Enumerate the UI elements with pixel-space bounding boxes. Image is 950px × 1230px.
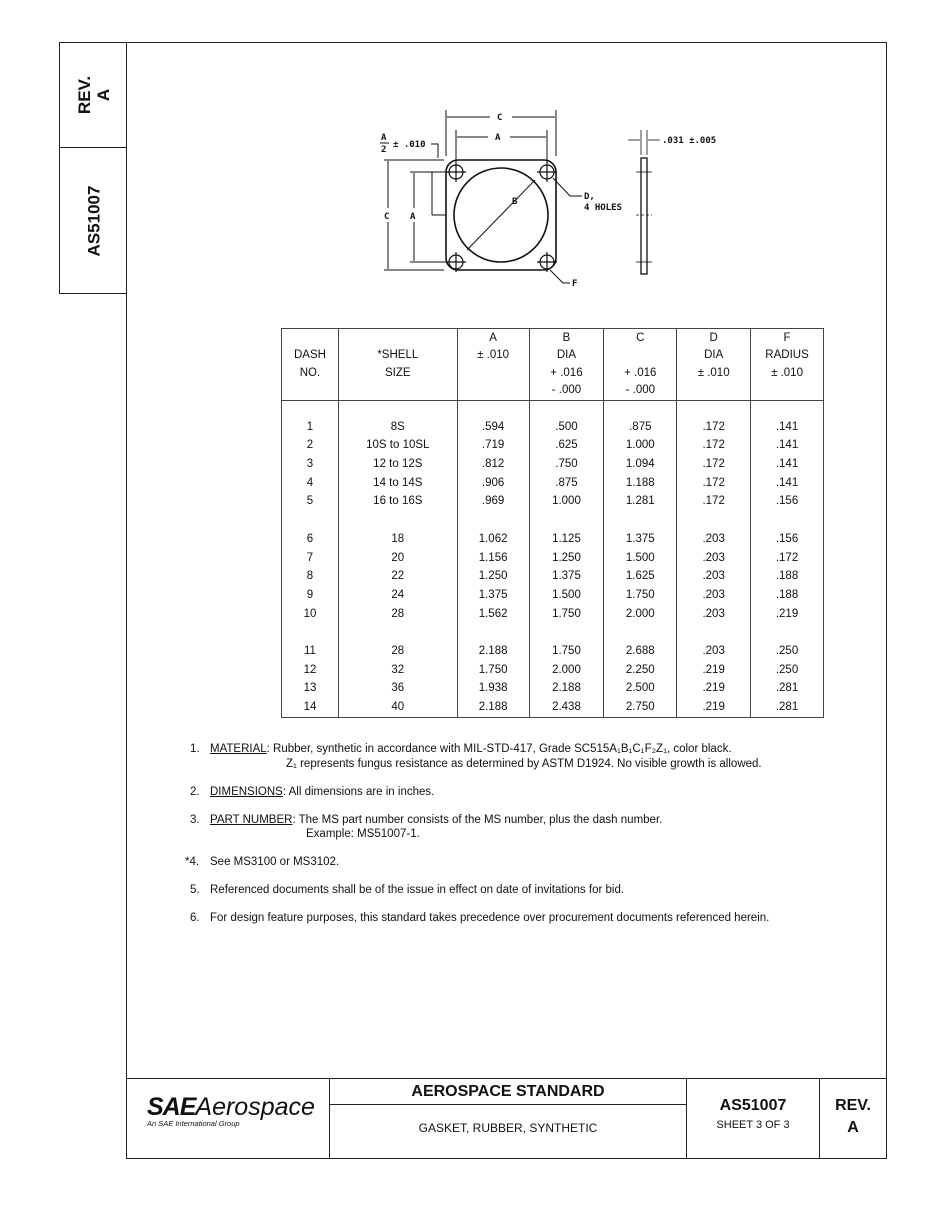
header-line: D [709, 332, 718, 344]
note-material [190, 742, 850, 771]
rev-cell [820, 1079, 886, 1158]
header-line: F [783, 332, 791, 344]
header-line: SIZE [385, 366, 411, 379]
note-design-precedence [190, 911, 850, 926]
table-cell: 1.062 [457, 530, 529, 549]
table-row [282, 474, 824, 493]
dim-a-half-num: A [381, 133, 387, 143]
table-cell: 1.750 [457, 661, 529, 680]
dim-f-label: F [572, 279, 578, 289]
table-cell: 1.375 [457, 586, 529, 605]
footer-doc-number: AS51007 [719, 1097, 787, 1114]
header-line: NO. [299, 366, 321, 379]
table-header-cell [529, 329, 604, 401]
table-row [282, 418, 824, 437]
title-cell [330, 1079, 687, 1158]
docnum-cell [687, 1079, 820, 1158]
table-cell: 20 [338, 549, 457, 568]
note-dimensions [190, 785, 850, 800]
table-header-cell [677, 329, 751, 401]
table-cell: 2.000 [529, 661, 604, 680]
table-cell: 1.750 [529, 642, 604, 661]
table-cell: .203 [677, 567, 751, 586]
table-cell: 13 [282, 679, 339, 698]
notes-section [185, 742, 850, 939]
table-row [282, 698, 824, 717]
table-cell: 12 [282, 661, 339, 680]
header-line: - .000 [551, 384, 582, 397]
note-number: 5. [190, 884, 200, 896]
table-row [282, 549, 824, 568]
header-line: - .000 [625, 384, 656, 397]
side-rev-label: REV. [74, 75, 94, 115]
table-cell: 3 [282, 455, 339, 474]
header-line [282, 382, 338, 399]
dim-a-half-tol: ± .010 [393, 140, 426, 150]
table-cell: .203 [677, 530, 751, 549]
table-cell: .156 [751, 530, 824, 549]
table-row [282, 642, 824, 661]
table-row [282, 530, 824, 549]
header-line: DASH [293, 349, 326, 362]
table-cell: 28 [338, 605, 457, 624]
table-cell: .875 [529, 474, 604, 493]
table-spacer-row [282, 400, 824, 418]
table-cell: 8S [338, 418, 457, 437]
table-cell: .219 [677, 698, 751, 717]
note-text: : All dimensions are in inches. [282, 785, 435, 798]
standard-title: AEROSPACE STANDARD [330, 1079, 686, 1105]
side-rev-box [59, 42, 127, 148]
dim-c-vert: C [384, 212, 390, 222]
table-cell: .141 [751, 418, 824, 437]
note-text: Referenced documents shall be of the issue in effect on date of invitations for bid. [210, 884, 625, 896]
table-cell: 2.188 [457, 642, 529, 661]
note-title: MATERIAL [210, 743, 267, 755]
table-cell: .812 [457, 455, 529, 474]
table-cell: .188 [751, 567, 824, 586]
title-block [126, 1078, 887, 1159]
header-line: ± .010 [697, 366, 730, 379]
table-cell: 40 [338, 698, 457, 717]
logo-sae: SAE [147, 1093, 196, 1121]
dim-a-top: A [495, 133, 501, 143]
table-cell: 1.938 [457, 679, 529, 698]
note-referenced-docs [190, 883, 850, 898]
dimension-table [281, 328, 824, 718]
note-part-number [190, 813, 850, 842]
table-cell: .203 [677, 549, 751, 568]
table-cell: 1.250 [529, 549, 604, 568]
table-cell: 1.375 [529, 567, 604, 586]
table-cell: 2.188 [457, 698, 529, 717]
note-text: For design feature purposes, this standard takes precedence over procurement documents referenced herein. [210, 912, 770, 924]
table-cell: 2.500 [604, 679, 677, 698]
table-cell: 1.500 [529, 586, 604, 605]
table-cell: .219 [677, 679, 751, 698]
table-row [282, 455, 824, 474]
header-line [339, 330, 457, 347]
note-text-cont: Z₁ represents fungus resistance as determined by ASTM D1924. No visible growth is allowed. [286, 757, 762, 770]
side-rev-value: A [93, 88, 113, 102]
table-cell: 9 [282, 586, 339, 605]
table-cell: 1.281 [604, 492, 677, 511]
header-line [339, 382, 457, 399]
table-cell: .172 [677, 436, 751, 455]
table-row [282, 605, 824, 624]
note-number: 3. [190, 813, 200, 826]
table-cell: 1.188 [604, 474, 677, 493]
table-cell: 1.500 [604, 549, 677, 568]
note-number: *4. [185, 856, 200, 868]
table-cell: .281 [751, 698, 824, 717]
table-cell: 32 [338, 661, 457, 680]
table-cell: .172 [677, 455, 751, 474]
note-number: 1. [190, 743, 200, 755]
table-cell: 18 [338, 530, 457, 549]
table-cell: 7 [282, 549, 339, 568]
note-shell-ref [185, 855, 850, 870]
dim-a-vert: A [410, 212, 416, 222]
header-line [458, 365, 529, 382]
table-cell: .219 [751, 605, 824, 624]
note-title: PART NUMBER [210, 813, 293, 826]
table-cell: .281 [751, 679, 824, 698]
dim-d-holes: 4 HOLES [584, 203, 622, 213]
table-cell: 2.438 [529, 698, 604, 717]
table-cell: 10 [282, 605, 339, 624]
header-line: ± .010 [477, 349, 510, 362]
table-cell: .172 [751, 549, 824, 568]
table-row [282, 661, 824, 680]
table-cell: .625 [529, 436, 604, 455]
table-cell: .172 [677, 474, 751, 493]
logo-aerospace: Aerospace [195, 1093, 315, 1121]
header-line [282, 330, 338, 347]
table-header-row [282, 329, 824, 401]
table-cell: 1.156 [457, 549, 529, 568]
note-text: : The MS part number consists of the MS number, plus the dash number. [292, 813, 663, 826]
table-cell: .203 [677, 586, 751, 605]
table-cell: .156 [751, 492, 824, 511]
side-doc-number: AS51007 [84, 185, 103, 256]
table-cell: 1 [282, 418, 339, 437]
header-line: DIA [556, 349, 577, 362]
table-cell: .250 [751, 642, 824, 661]
dim-c-top: C [497, 113, 503, 123]
table-cell: .250 [751, 661, 824, 680]
table-cell: 16 to 16S [338, 492, 457, 511]
table-spacer-row [282, 623, 824, 642]
table-cell: 1.000 [604, 436, 677, 455]
sae-logo [147, 1093, 315, 1128]
table-header-cell [457, 329, 529, 401]
footer-rev-value: A [847, 1119, 859, 1136]
dim-b-label: B [512, 197, 518, 207]
table-cell: 4 [282, 474, 339, 493]
table-row [282, 567, 824, 586]
header-line [604, 347, 676, 364]
table-cell: .969 [457, 492, 529, 511]
table-cell: .172 [677, 492, 751, 511]
gasket-drawing [370, 100, 730, 300]
table-cell: 2 [282, 436, 339, 455]
header-line: + .016 [550, 366, 583, 379]
table-cell: 1.125 [529, 530, 604, 549]
table-cell: 10S to 10SL [338, 436, 457, 455]
note-text-cont: Example: MS51007-1. [306, 828, 420, 840]
note-number: 6. [190, 912, 200, 924]
dim-d-label: D, [584, 192, 595, 202]
table-cell: 14 to 14S [338, 474, 457, 493]
header-line [751, 382, 823, 399]
dim-b-line [467, 180, 535, 250]
table-cell: .875 [604, 418, 677, 437]
gasket-side-view [628, 130, 660, 274]
header-line [458, 382, 529, 399]
sheet-number: SHEET 3 OF 3 [716, 1119, 790, 1131]
table-cell: .188 [751, 586, 824, 605]
table-cell: 22 [338, 567, 457, 586]
table-header-cell [751, 329, 824, 401]
table-cell: 1.375 [604, 530, 677, 549]
dim-thickness: .031 ±.005 [662, 136, 717, 146]
table-cell: 6 [282, 530, 339, 549]
table-row [282, 436, 824, 455]
table-cell: .594 [457, 418, 529, 437]
table-cell: 11 [282, 642, 339, 661]
header-line: DIA [704, 349, 724, 362]
table-cell: 2.000 [604, 605, 677, 624]
header-line: ± .010 [771, 366, 803, 379]
table-cell: 5 [282, 492, 339, 511]
table-cell: .141 [751, 455, 824, 474]
header-line: RADIUS [765, 349, 809, 362]
logo-subtitle: An SAE International Group [147, 1119, 240, 1128]
table-row [282, 586, 824, 605]
note-number: 2. [190, 785, 200, 798]
table-cell: .141 [751, 474, 824, 493]
table-cell: 36 [338, 679, 457, 698]
table-cell: 24 [338, 586, 457, 605]
mounting-holes [446, 162, 557, 272]
note-text: See MS3100 or MS3102. [210, 856, 340, 868]
side-rev [75, 76, 113, 114]
table-cell: 1.000 [529, 492, 604, 511]
note-title: DIMENSIONS [210, 785, 283, 798]
table-cell: .906 [457, 474, 529, 493]
table-cell: 1.750 [604, 586, 677, 605]
header-line: + .016 [624, 366, 657, 379]
table-cell: 2.750 [604, 698, 677, 717]
table-cell: 1.625 [604, 567, 677, 586]
table-cell: 8 [282, 567, 339, 586]
table-cell: .172 [677, 418, 751, 437]
table-cell: .500 [529, 418, 604, 437]
table-header-cell [282, 329, 339, 401]
table-cell: 2.250 [604, 661, 677, 680]
header-line: *SHELL [377, 349, 419, 362]
table-row [282, 492, 824, 511]
table-header-cell [338, 329, 457, 401]
header-line: B [562, 332, 571, 344]
table-cell: .203 [677, 642, 751, 661]
footer-rev-label: REV. [835, 1097, 871, 1114]
side-docnum-box [59, 147, 127, 294]
table-cell: 2.688 [604, 642, 677, 661]
header-line [677, 382, 750, 399]
note-text: : Rubber, synthetic in accordance with MIL-STD-417, Grade SC515A₁B₁C₁F₂Z₁, color black. [266, 743, 732, 755]
header-line: C [636, 332, 645, 344]
table-cell: 14 [282, 698, 339, 717]
table-cell: .219 [677, 661, 751, 680]
table-spacer-row [282, 511, 824, 530]
table-cell: 2.188 [529, 679, 604, 698]
table-cell: 28 [338, 642, 457, 661]
table-cell: 1.750 [529, 605, 604, 624]
table-cell: 12 to 12S [338, 455, 457, 474]
table-cell: 1.094 [604, 455, 677, 474]
table-row [282, 679, 824, 698]
table-cell: .203 [677, 605, 751, 624]
document-title: GASKET, RUBBER, SYNTHETIC [418, 1121, 598, 1135]
sae-logo-cell [127, 1079, 330, 1158]
table-cell: .141 [751, 436, 824, 455]
table-cell: .750 [529, 455, 604, 474]
table-cell: 1.562 [457, 605, 529, 624]
dim-a-half-denom: 2 [381, 145, 387, 155]
table-cell: 1.250 [457, 567, 529, 586]
header-line: A [489, 332, 497, 344]
table-cell: .719 [457, 436, 529, 455]
table-header-cell [604, 329, 677, 401]
